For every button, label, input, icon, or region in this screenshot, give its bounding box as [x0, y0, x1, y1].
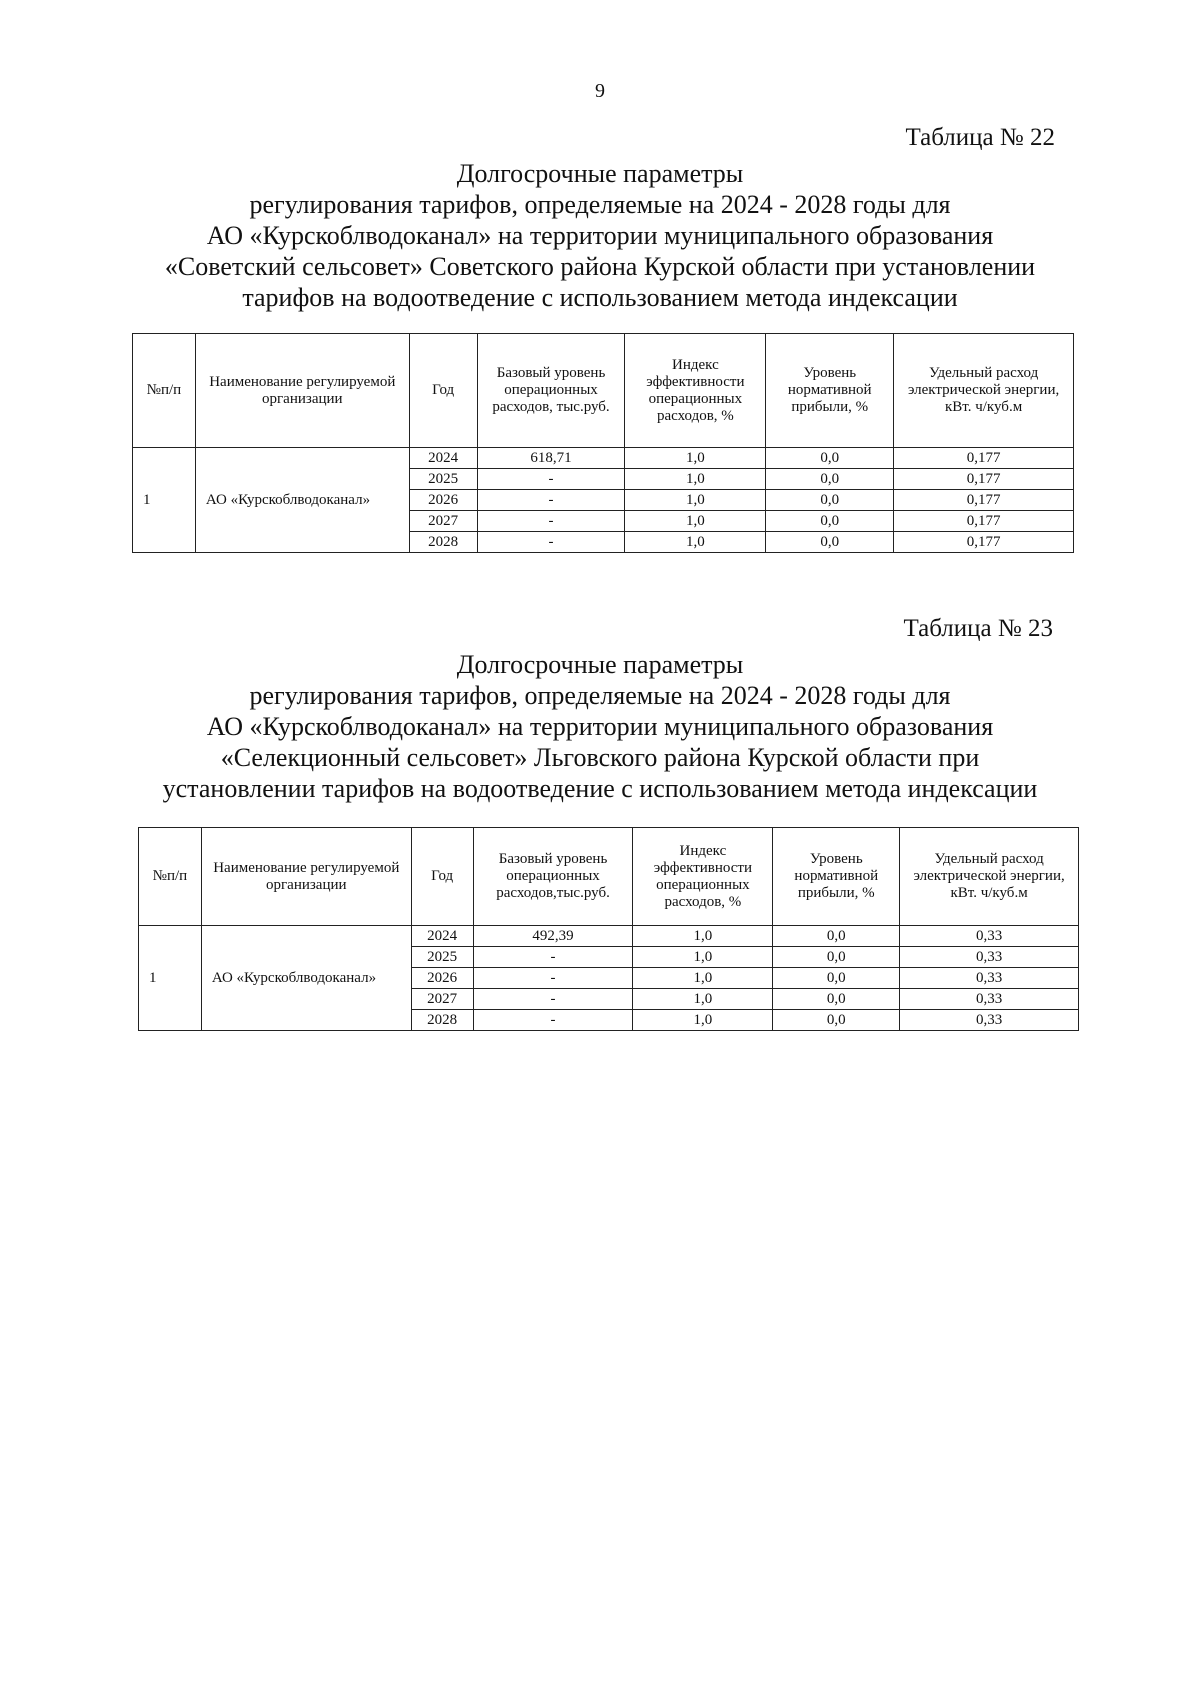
title-line: АО «Курскоблводоканал» на территории муниципального образования [206, 712, 994, 741]
header-cell: №п/п [133, 334, 196, 448]
profit-level-cell: 0,0 [773, 926, 900, 947]
organization-name: АО «Курскоблводоканал» [201, 926, 411, 1031]
energy-consumption-cell: 0,33 [900, 968, 1079, 989]
profit-level-cell: 0,0 [766, 469, 894, 490]
base-cost-cell: - [473, 989, 633, 1010]
title-line: «Селекционный сельсовет» Льговского района Курской области при [220, 743, 980, 772]
organization-name: АО «Курскоблводоканал» [195, 448, 409, 553]
energy-consumption-cell: 0,33 [900, 947, 1079, 968]
base-cost-cell: 492,39 [473, 926, 633, 947]
header-cell: Базовый уровень операционных расходов,тыс.руб. [473, 828, 633, 926]
year-cell: 2025 [409, 469, 477, 490]
profit-level-cell: 0,0 [773, 968, 900, 989]
energy-consumption-cell: 0,177 [894, 448, 1074, 469]
header-cell: Базовый уровень операционных расходов, тыс.руб. [477, 334, 625, 448]
table-label: Таблица № 22 [905, 124, 1055, 151]
year-cell: 2026 [411, 968, 473, 989]
base-cost-cell: - [477, 532, 625, 553]
year-cell: 2024 [409, 448, 477, 469]
year-cell: 2025 [411, 947, 473, 968]
year-cell: 2028 [411, 1010, 473, 1031]
table-title [120, 158, 1080, 313]
header-cell: Уровень нормативной прибыли, % [773, 828, 900, 926]
header-cell: №п/п [139, 828, 202, 926]
row-number: 1 [133, 448, 196, 553]
header-cell: Наименование регулируемой организации [201, 828, 411, 926]
energy-consumption-cell: 0,177 [894, 490, 1074, 511]
table-row [133, 448, 1074, 469]
base-cost-cell: 618,71 [477, 448, 625, 469]
header-cell: Удельный расход электрической энергии, кВт. ч/куб.м [900, 828, 1079, 926]
title-line: Долгосрочные параметры [456, 650, 744, 679]
base-cost-cell: - [473, 968, 633, 989]
header-cell: Индекс эффективности операционных расходов, % [625, 334, 766, 448]
page-number: 9 [595, 80, 605, 102]
header-cell: Индекс эффективности операционных расходов, % [633, 828, 773, 926]
efficiency-index-cell: 1,0 [625, 532, 766, 553]
title-line: Долгосрочные параметры [456, 159, 744, 188]
profit-level-cell: 0,0 [773, 947, 900, 968]
efficiency-index-cell: 1,0 [633, 947, 773, 968]
base-cost-cell: - [473, 1010, 633, 1031]
efficiency-index-cell: 1,0 [633, 926, 773, 947]
base-cost-cell: - [473, 947, 633, 968]
profit-level-cell: 0,0 [766, 448, 894, 469]
base-cost-cell: - [477, 490, 625, 511]
header-cell: Удельный расход электрической энергии, кВт. ч/куб.м [894, 334, 1074, 448]
title-line: установлении тарифов на водоотведение с использованием метода индексации [162, 774, 1038, 803]
energy-consumption-cell: 0,33 [900, 989, 1079, 1010]
efficiency-index-cell: 1,0 [625, 448, 766, 469]
title-line: регулирования тарифов, определяемые на 2024 - 2028 годы для [249, 681, 951, 710]
year-cell: 2028 [409, 532, 477, 553]
year-cell: 2027 [411, 989, 473, 1010]
year-cell: 2024 [411, 926, 473, 947]
energy-consumption-cell: 0,33 [900, 926, 1079, 947]
energy-consumption-cell: 0,177 [894, 511, 1074, 532]
energy-consumption-cell: 0,177 [894, 532, 1074, 553]
efficiency-index-cell: 1,0 [633, 1010, 773, 1031]
base-cost-cell: - [477, 469, 625, 490]
parameters-table [138, 827, 1079, 1031]
table-title [120, 649, 1080, 804]
profit-level-cell: 0,0 [773, 989, 900, 1010]
energy-consumption-cell: 0,33 [900, 1010, 1079, 1031]
title-line: тарифов на водоотведение с использованием метода индексации [242, 283, 958, 312]
header-cell: Год [409, 334, 477, 448]
profit-level-cell: 0,0 [766, 490, 894, 511]
header-cell: Наименование регулируемой организации [195, 334, 409, 448]
efficiency-index-cell: 1,0 [625, 490, 766, 511]
table-row [139, 926, 1079, 947]
efficiency-index-cell: 1,0 [625, 469, 766, 490]
profit-level-cell: 0,0 [773, 1010, 900, 1031]
title-line: АО «Курскоблводоканал» на территории муниципального образования [206, 221, 994, 250]
efficiency-index-cell: 1,0 [625, 511, 766, 532]
profit-level-cell: 0,0 [766, 511, 894, 532]
title-line: регулирования тарифов, определяемые на 2024 - 2028 годы для [249, 190, 951, 219]
efficiency-index-cell: 1,0 [633, 968, 773, 989]
efficiency-index-cell: 1,0 [633, 989, 773, 1010]
year-cell: 2026 [409, 490, 477, 511]
header-cell: Год [411, 828, 473, 926]
profit-level-cell: 0,0 [766, 532, 894, 553]
table-label: Таблица № 23 [903, 615, 1053, 642]
base-cost-cell: - [477, 511, 625, 532]
header-cell: Уровень нормативной прибыли, % [766, 334, 894, 448]
row-number: 1 [139, 926, 202, 1031]
title-line: «Советский сельсовет» Советского района Курской области при установлении [164, 252, 1036, 281]
parameters-table [132, 333, 1074, 553]
energy-consumption-cell: 0,177 [894, 469, 1074, 490]
year-cell: 2027 [409, 511, 477, 532]
